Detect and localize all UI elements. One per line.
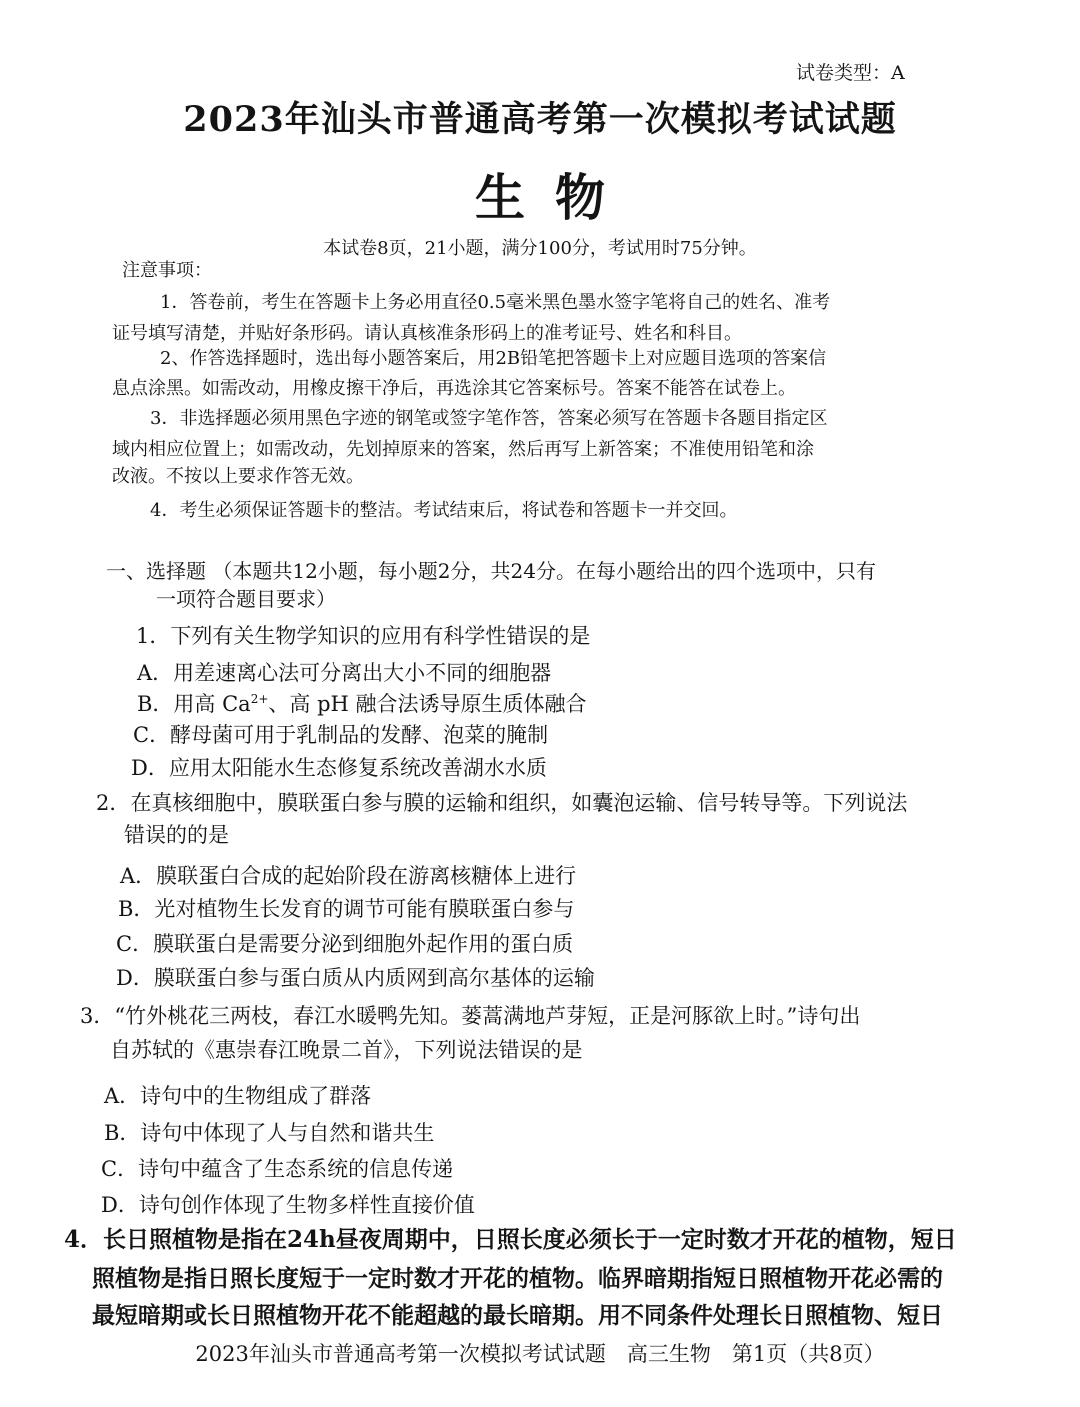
exam-info: 本试卷8页，21小题，满分100分，考试用时75分钟。 <box>323 238 757 259</box>
notice-item-2-line-2: 息点涂黑。如需改动，用橡皮擦干净后，再选涂其它答案标号。答案不能答在试卷上。 <box>112 378 796 399</box>
section-heading-line-1: 一、选择题 （本题共12小题，每小题2分，共24分。在每小题给出的四个选项中，只有 <box>106 559 876 583</box>
notice-title: 注意事项： <box>122 260 212 281</box>
question-4-stem-line-1: 4．长日照植物是指在24h昼夜周期中，日照长度必须长于一定时数才开花的植物，短日 <box>64 1226 957 1253</box>
question-3-stem-line-2: 自苏轼的《惠崇春江晚景二首》，下列说法错误的是 <box>110 1038 583 1062</box>
section-heading-line-2: 一项符合题目要求） <box>156 587 336 611</box>
notice-item-4-line-1: 4．考生必须保证答题卡的整洁。考试结束后，将试卷和答题卡一并交回。 <box>150 500 738 521</box>
question-1-option-b-suffix: 、高 pH 融合法诱导原生质体融合 <box>268 692 587 716</box>
notice-item-1-line-1: 1．答卷前，考生在答题卡上务必用直径0.5毫米黑色墨水签字笔将自己的姓名、准考 <box>160 292 831 313</box>
notice-item-2-line-1: 2、作答选择题时，选出每小题答案后，用2B铅笔把答题卡上对应题目选项的答案信 <box>160 348 827 369</box>
question-1-option-b <box>137 688 587 718</box>
subject-title: 生物 <box>475 168 635 227</box>
question-3-stem-line-1: 3．“竹外桃花三两枝，春江水暖鸭先知。蒌蒿满地芦芽短，正是河豚欲上时。”诗句出 <box>80 1004 861 1028</box>
question-1-option-c: C．酵母菌可用于乳制品的发酵、泡菜的腌制 <box>133 723 549 747</box>
question-3-option-c: C．诗句中蕴含了生态系统的信息传递 <box>101 1157 454 1181</box>
question-2-option-d: D．膜联蛋白参与蛋白质从内质网到高尔基体的运输 <box>116 966 595 990</box>
question-4-stem-line-2: 照植物是指日照长度短于一定时数才开花的植物。临界暗期指短日照植物开花必需的 <box>92 1265 943 1292</box>
question-1-option-a: A．用差速离心法可分离出大小不同的细胞器 <box>137 661 552 685</box>
question-2-stem-line-2: 错误的的是 <box>124 823 229 847</box>
question-4-stem-line-3: 最短暗期或长日照植物开花不能超越的最长暗期。用不同条件处理长日照植物、短日 <box>92 1302 943 1329</box>
exam-title: 2023年汕头市普通高考第一次模拟考试试题 <box>183 99 897 140</box>
notice-item-1-line-2: 证号填写清楚，并贴好条形码。请认真核准条形码上的准考证号、姓名和科目。 <box>112 323 742 344</box>
page-footer: 2023年汕头市普通高考第一次模拟考试试题 高三生物 第1页（共8页） <box>195 1342 885 1366</box>
notice-item-3-line-3: 改液。不按以上要求作答无效。 <box>112 466 364 487</box>
notice-item-3-line-2: 域内相应位置上；如需改动，先划掉原来的答案，然后再写上新答案；不准使用铅笔和涂 <box>112 439 814 460</box>
question-2-stem-line-1: 2．在真核细胞中，膜联蛋白参与膜的运输和组织，如囊泡运输、信号转导等。下列说法 <box>96 791 908 815</box>
question-1-option-d: D．应用太阳能水生态修复系统改善湖水水质 <box>131 756 547 780</box>
question-3-option-b: B．诗句中体现了人与自然和谐共生 <box>104 1121 435 1145</box>
question-1-option-b-prefix: B．用高 Ca <box>137 692 251 716</box>
question-1-stem: 1．下列有关生物学知识的应用有科学性错误的是 <box>136 624 591 648</box>
question-2-option-b: B．光对植物生长发育的调节可能有膜联蛋白参与 <box>118 897 575 921</box>
notice-item-3-line-1: 3．非选择题必须用黑色字迹的钢笔或签字笔作答，答案必须写在答题卡各题目指定区 <box>150 408 828 429</box>
question-2-option-c: C．膜联蛋白是需要分泌到细胞外起作用的蛋白质 <box>116 932 574 956</box>
paper-type-label: 试卷类型：A <box>796 62 905 84</box>
question-3-option-d: D．诗句创作体现了生物多样性直接价值 <box>101 1193 475 1217</box>
question-1-option-b-sup: 2+ <box>250 692 269 706</box>
question-2-option-a: A．膜联蛋白合成的起始阶段在游离核糖体上进行 <box>120 864 577 888</box>
question-3-option-a: A．诗句中的生物组成了群落 <box>104 1084 372 1108</box>
